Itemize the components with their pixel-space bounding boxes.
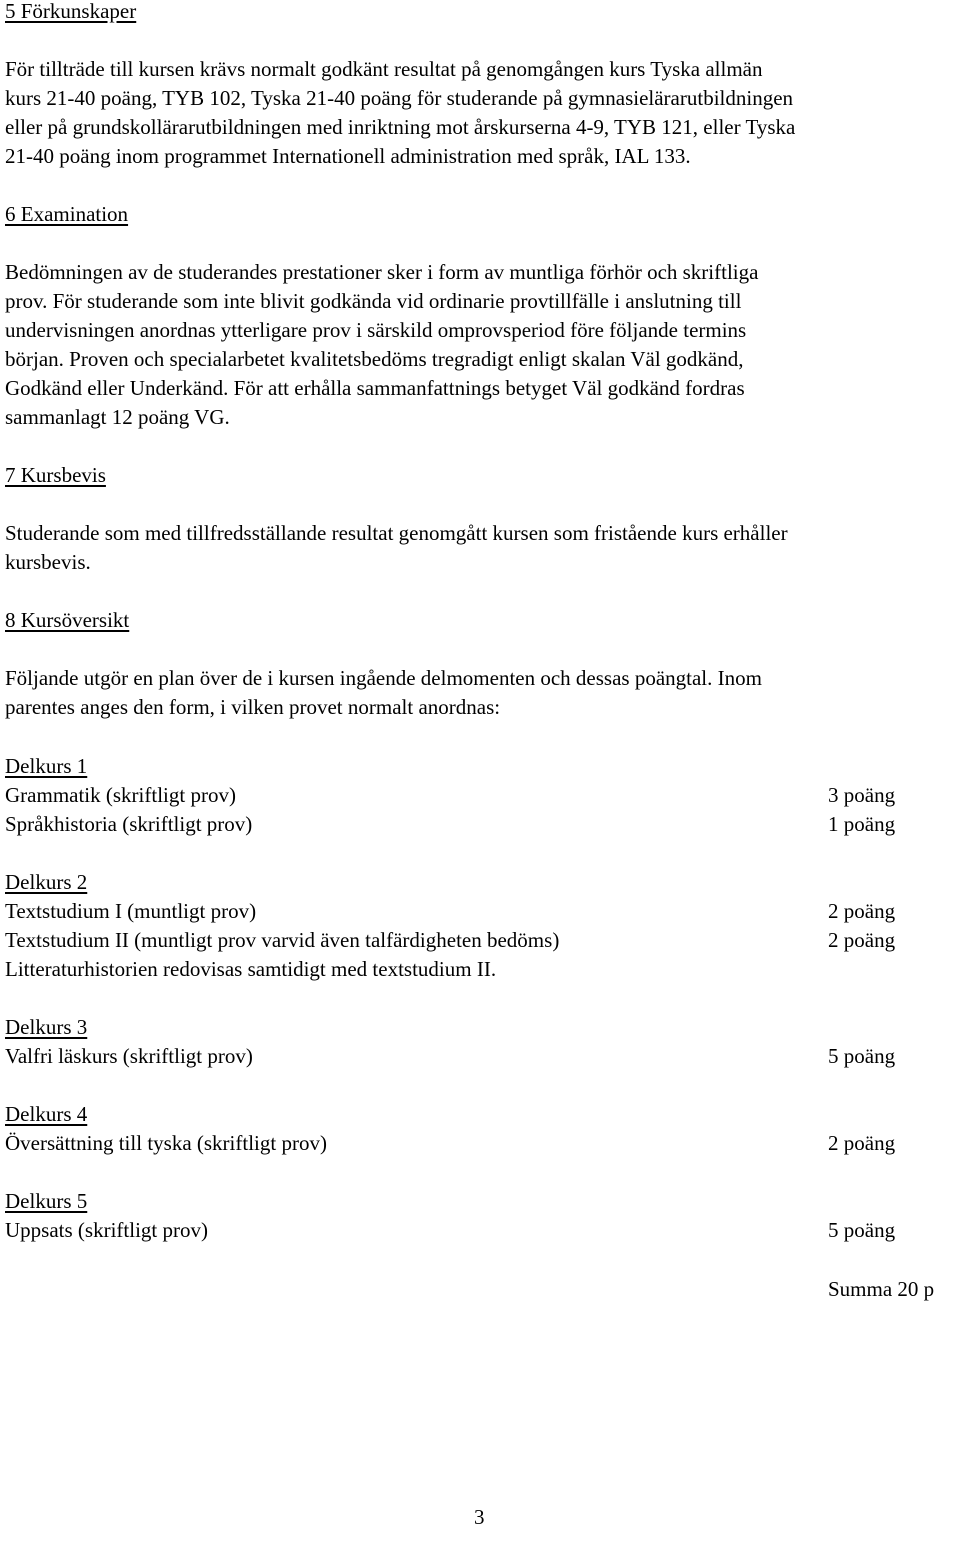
section-heading-certificate: 7 Kursbevis — [5, 463, 106, 487]
paragraph-line: För tillträde till kursen krävs normalt godkänt resultat på genomgången kurs Tyska allmän — [5, 57, 763, 81]
course-item-points: 2 poäng — [828, 899, 896, 923]
course-item-name: Översättning till tyska (skriftligt prov) — [5, 1131, 327, 1155]
paragraph-line: eller på grundskollärarutbildningen med inriktning mot årskurserna 4-9, TYB 121, eller Tyska — [5, 115, 796, 139]
paragraph-line: början. Proven och specialarbetet kvalitetsbedöms tregradigt enligt skalan Väl godkänd, — [5, 347, 744, 371]
course-item-points: 3 poäng — [828, 783, 896, 807]
section-heading-prerequisites: 5 Förkunskaper — [5, 0, 137, 23]
course-part-title: Delkurs 3 — [5, 1015, 88, 1039]
paragraph-line: Godkänd eller Underkänd. För att erhålla sammanfattnings betyget Väl godkänd fordras — [5, 376, 745, 400]
paragraph-line: 21-40 poäng inom programmet Internationell administration med språk, IAL 133. — [5, 144, 691, 168]
course-item-note: Litteraturhistorien redovisas samtidigt med textstudium II. — [5, 957, 497, 981]
paragraph-line: prov. För studerande som inte blivit godkända vid ordinarie provtillfälle i anslutning till — [5, 289, 742, 313]
paragraph-line: Studerande som med tillfredsställande resultat genomgått kursen som fristående kurs erhåller — [5, 521, 788, 545]
paragraph-line: sammanlagt 12 poäng VG. — [5, 405, 230, 429]
paragraph-line: Följande utgör en plan över de i kursen ingående delmomenten och dessas poängtal. Inom — [5, 666, 762, 690]
course-item-points: 5 poäng — [828, 1044, 896, 1068]
paragraph-line: kursbevis. — [5, 550, 91, 574]
course-item-points: 5 poäng — [828, 1218, 896, 1242]
course-part-title: Delkurs 1 — [5, 754, 88, 778]
course-part-title: Delkurs 5 — [5, 1189, 88, 1213]
course-item-points: 1 poäng — [828, 812, 896, 836]
section-heading-course-overview: 8 Kursöversikt — [5, 608, 130, 632]
course-item-name: Textstudium II (muntligt prov varvid även talfärdigheten bedöms) — [5, 928, 560, 952]
paragraph-line: kurs 21-40 poäng, TYB 102, Tyska 21-40 poäng för studerande på gymnasielärarutbildningen — [5, 86, 794, 110]
course-item-name: Textstudium I (muntligt prov) — [5, 899, 257, 923]
course-item-name: Grammatik (skriftligt prov) — [5, 783, 236, 807]
course-item-points: 2 poäng — [828, 1131, 896, 1155]
course-item-name: Valfri läskurs (skriftligt prov) — [5, 1044, 253, 1068]
paragraph-line: parentes anges den form, i vilken provet normalt anordnas: — [5, 695, 501, 719]
course-part-title: Delkurs 4 — [5, 1102, 88, 1126]
section-heading-examination: 6 Examination — [5, 202, 129, 226]
course-item-name: Uppsats (skriftligt prov) — [5, 1218, 208, 1242]
page-number: 3 — [474, 1505, 485, 1529]
paragraph-line: Bedömningen av de studerandes prestationer sker i form av muntliga förhör och skriftliga — [5, 260, 759, 284]
paragraph-line: undervisningen anordnas ytterligare prov i särskild omprovsperiod före följande termins — [5, 318, 747, 342]
course-item-name: Språkhistoria (skriftligt prov) — [5, 812, 253, 836]
points-total: Summa 20 p — [828, 1277, 935, 1301]
course-item-points: 2 poäng — [828, 928, 896, 952]
course-part-title: Delkurs 2 — [5, 870, 88, 894]
